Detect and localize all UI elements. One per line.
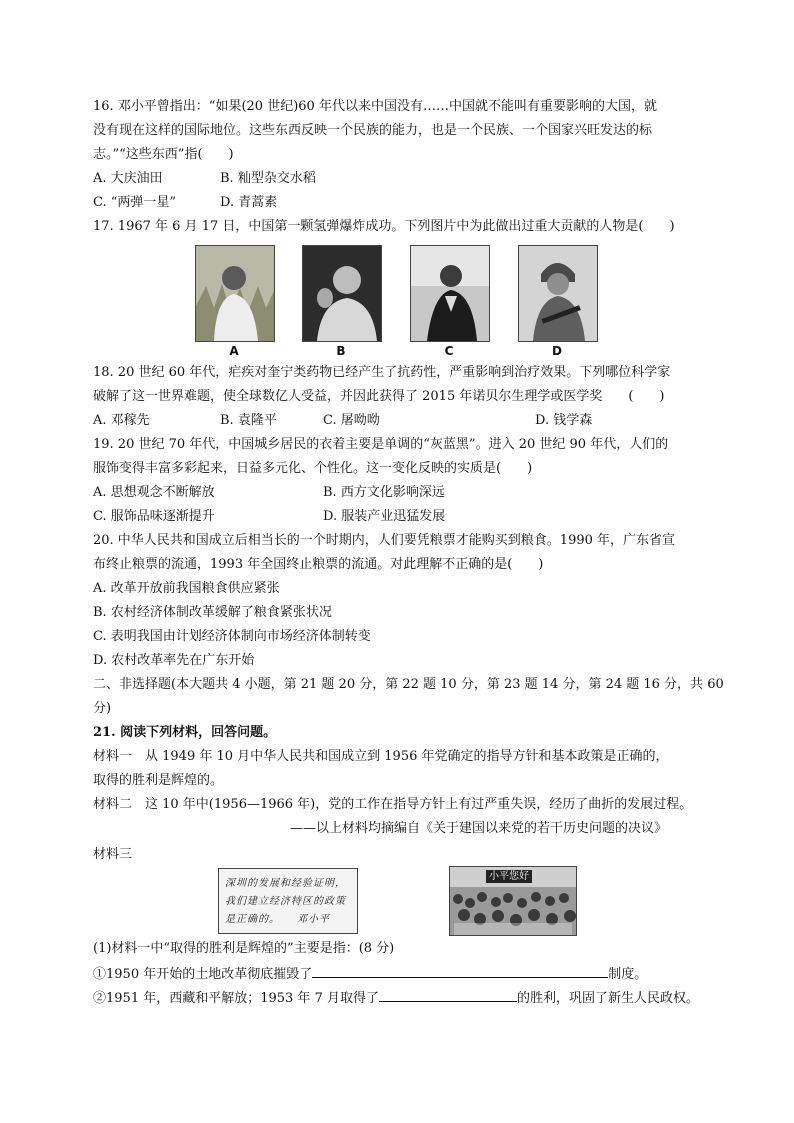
q16-line-1: 16. 邓小平曾指出：“如果(20 世纪)60 年代以来中国没有……中国就不能叫有重要影响的大国，就 [93, 99, 657, 114]
q21-source: ——以上材料均摘编自《关于建国以来党的若干历史问题的决议》 [290, 821, 668, 836]
photo-b[interactable] [302, 245, 382, 342]
q18-option-d[interactable]: D. 钱学森 [535, 413, 593, 428]
portrait-a-icon [196, 246, 274, 341]
q16-line-3: 志。”“这些东西”指( ) [93, 147, 234, 162]
portrait-b-icon [303, 246, 381, 341]
photo-label-a: A [229, 344, 239, 358]
q18-option-a[interactable]: A. 邓稼先 [93, 413, 150, 428]
blank-1-suffix: 制度。 [608, 967, 648, 982]
q18-line-2: 破解了这一世界难题，使全球数亿人受益，并因此获得了 2015 年诺贝尔生理学或医学奖 ( ) [93, 389, 665, 404]
q16-line-2: 没有现在这样的国际地位。这些东西反映一个民族的能力，也是一个民族、一个国家兴旺发达的标 [93, 123, 653, 138]
answer-blank-2[interactable] [379, 988, 517, 1002]
photo-label-d: D [552, 344, 562, 358]
q16-option-d[interactable]: D. 青蒿素 [220, 195, 278, 210]
q17-line-1: 17. 1967 年 6 月 17 日，中国第一颗氢弹爆炸成功。下列图片中为此做出过重大贡献的人物是( ) [93, 219, 675, 234]
q16-option-a[interactable]: A. 大庆油田 [93, 171, 163, 186]
q19-line-1: 19. 20 世纪 70 年代，中国城乡居民的衣着主要是单调的“灰蓝黑”。进入 20 世纪 90 年代，人们的 [93, 437, 669, 452]
crowd-photo[interactable] [449, 866, 577, 936]
q20-line-1: 20. 中华人民共和国成立后相当长的一个时期内，人们要凭粮票才能购买到粮食。1990 年，广东省宣 [93, 533, 676, 548]
q20-option-b[interactable]: B. 农村经济体制改革缓解了粮食紧张状况 [93, 605, 332, 620]
q19-option-d[interactable]: D. 服装产业迅猛发展 [323, 509, 446, 524]
q18-option-b[interactable]: B. 袁隆平 [220, 413, 277, 428]
q21-material-3-label: 材料三 [93, 847, 133, 862]
calligraphy-image[interactable] [218, 868, 358, 934]
blank-2-suffix: 的胜利，巩固了新生人民政权。 [516, 991, 699, 1006]
q20-option-c[interactable]: C. 表明我国由计划经济体制向市场经济体制转变 [93, 629, 371, 644]
q20-line-2: 布终止粮票的流通，1993 年全国终止粮票的流通。对此理解不正确的是( ) [93, 557, 544, 572]
q20-option-a[interactable]: A. 改革开放前我国粮食供应紧张 [93, 581, 280, 596]
portrait-c-icon [411, 246, 489, 341]
photo-label-b: B [336, 344, 346, 358]
section-2-heading-cont: 分) [93, 701, 112, 716]
calligraphy-line-2: 我们建立经济特区的政策 [225, 896, 346, 907]
photo-c[interactable] [410, 245, 490, 342]
q18-line-1: 18. 20 世纪 60 年代，疟疾对奎宁类药物已经产生了抗药性，严重影响到治疗效果。下列哪位科学家 [93, 365, 671, 380]
q21-material-1-line-2: 取得的胜利是辉煌的。 [93, 773, 224, 788]
q21-material-1-line-1: 材料一 从 1949 年 10 月中华人民共和国成立到 1956 年党确定的指导方针和基本政策是正确的， [93, 749, 669, 764]
q18-option-c[interactable]: C. 屠呦呦 [323, 413, 380, 428]
q20-option-d[interactable]: D. 农村改革率先在广东开始 [93, 653, 255, 668]
q19-option-a[interactable]: A. 思想观念不断解放 [93, 485, 215, 500]
photo-label-c: C [444, 344, 454, 358]
calligraphy-line-3: 是正确的。 邓小平 [225, 914, 330, 925]
photo-d[interactable] [518, 245, 598, 342]
q16-option-c[interactable]: C. “两弹一星” [93, 195, 177, 210]
photo-a[interactable] [195, 245, 275, 342]
q21-material-2-line-1: 材料二 这 10 年中(1956—1966 年)，党的工作在指导方针上有过严重失误，经历了曲折的发展过程。 [93, 797, 693, 812]
q21-blank-line-1 [93, 964, 647, 984]
q19-line-2: 服饰变得丰富多彩起来，日益多元化、个性化。这一变化反映的实质是( ) [93, 461, 533, 476]
q21-blank-line-2 [93, 988, 699, 1008]
q21-sub-question-1: (1)材料一中“取得的胜利是辉煌的”主要是指：(8 分) [93, 941, 395, 956]
q21-intro: 21. 阅读下列材料，回答问题。 [93, 725, 277, 740]
banner-text: 小平您好 [486, 870, 532, 883]
calligraphy-line-1: 深圳的发展和经验证明， [225, 878, 346, 889]
q19-option-c[interactable]: C. 服饰品味逐渐提升 [93, 509, 215, 524]
blank-1-prefix: ①1950 年开始的土地改革彻底摧毁了 [93, 967, 313, 982]
section-2-heading: 二、非选择题(本大题共 4 小题，第 21 题 20 分，第 22 题 10 分，第 23 题 14 分，第 24 题 16 分，共 60 [93, 677, 724, 692]
q16-option-b[interactable]: B. 籼型杂交水稻 [220, 171, 316, 186]
answer-blank-1[interactable] [312, 964, 608, 978]
q19-option-b[interactable]: B. 西方文化影响深远 [323, 485, 445, 500]
portrait-d-icon [519, 246, 597, 341]
blank-2-prefix: ②1951 年，西藏和平解放；1953 年 7 月取得了 [93, 991, 379, 1006]
